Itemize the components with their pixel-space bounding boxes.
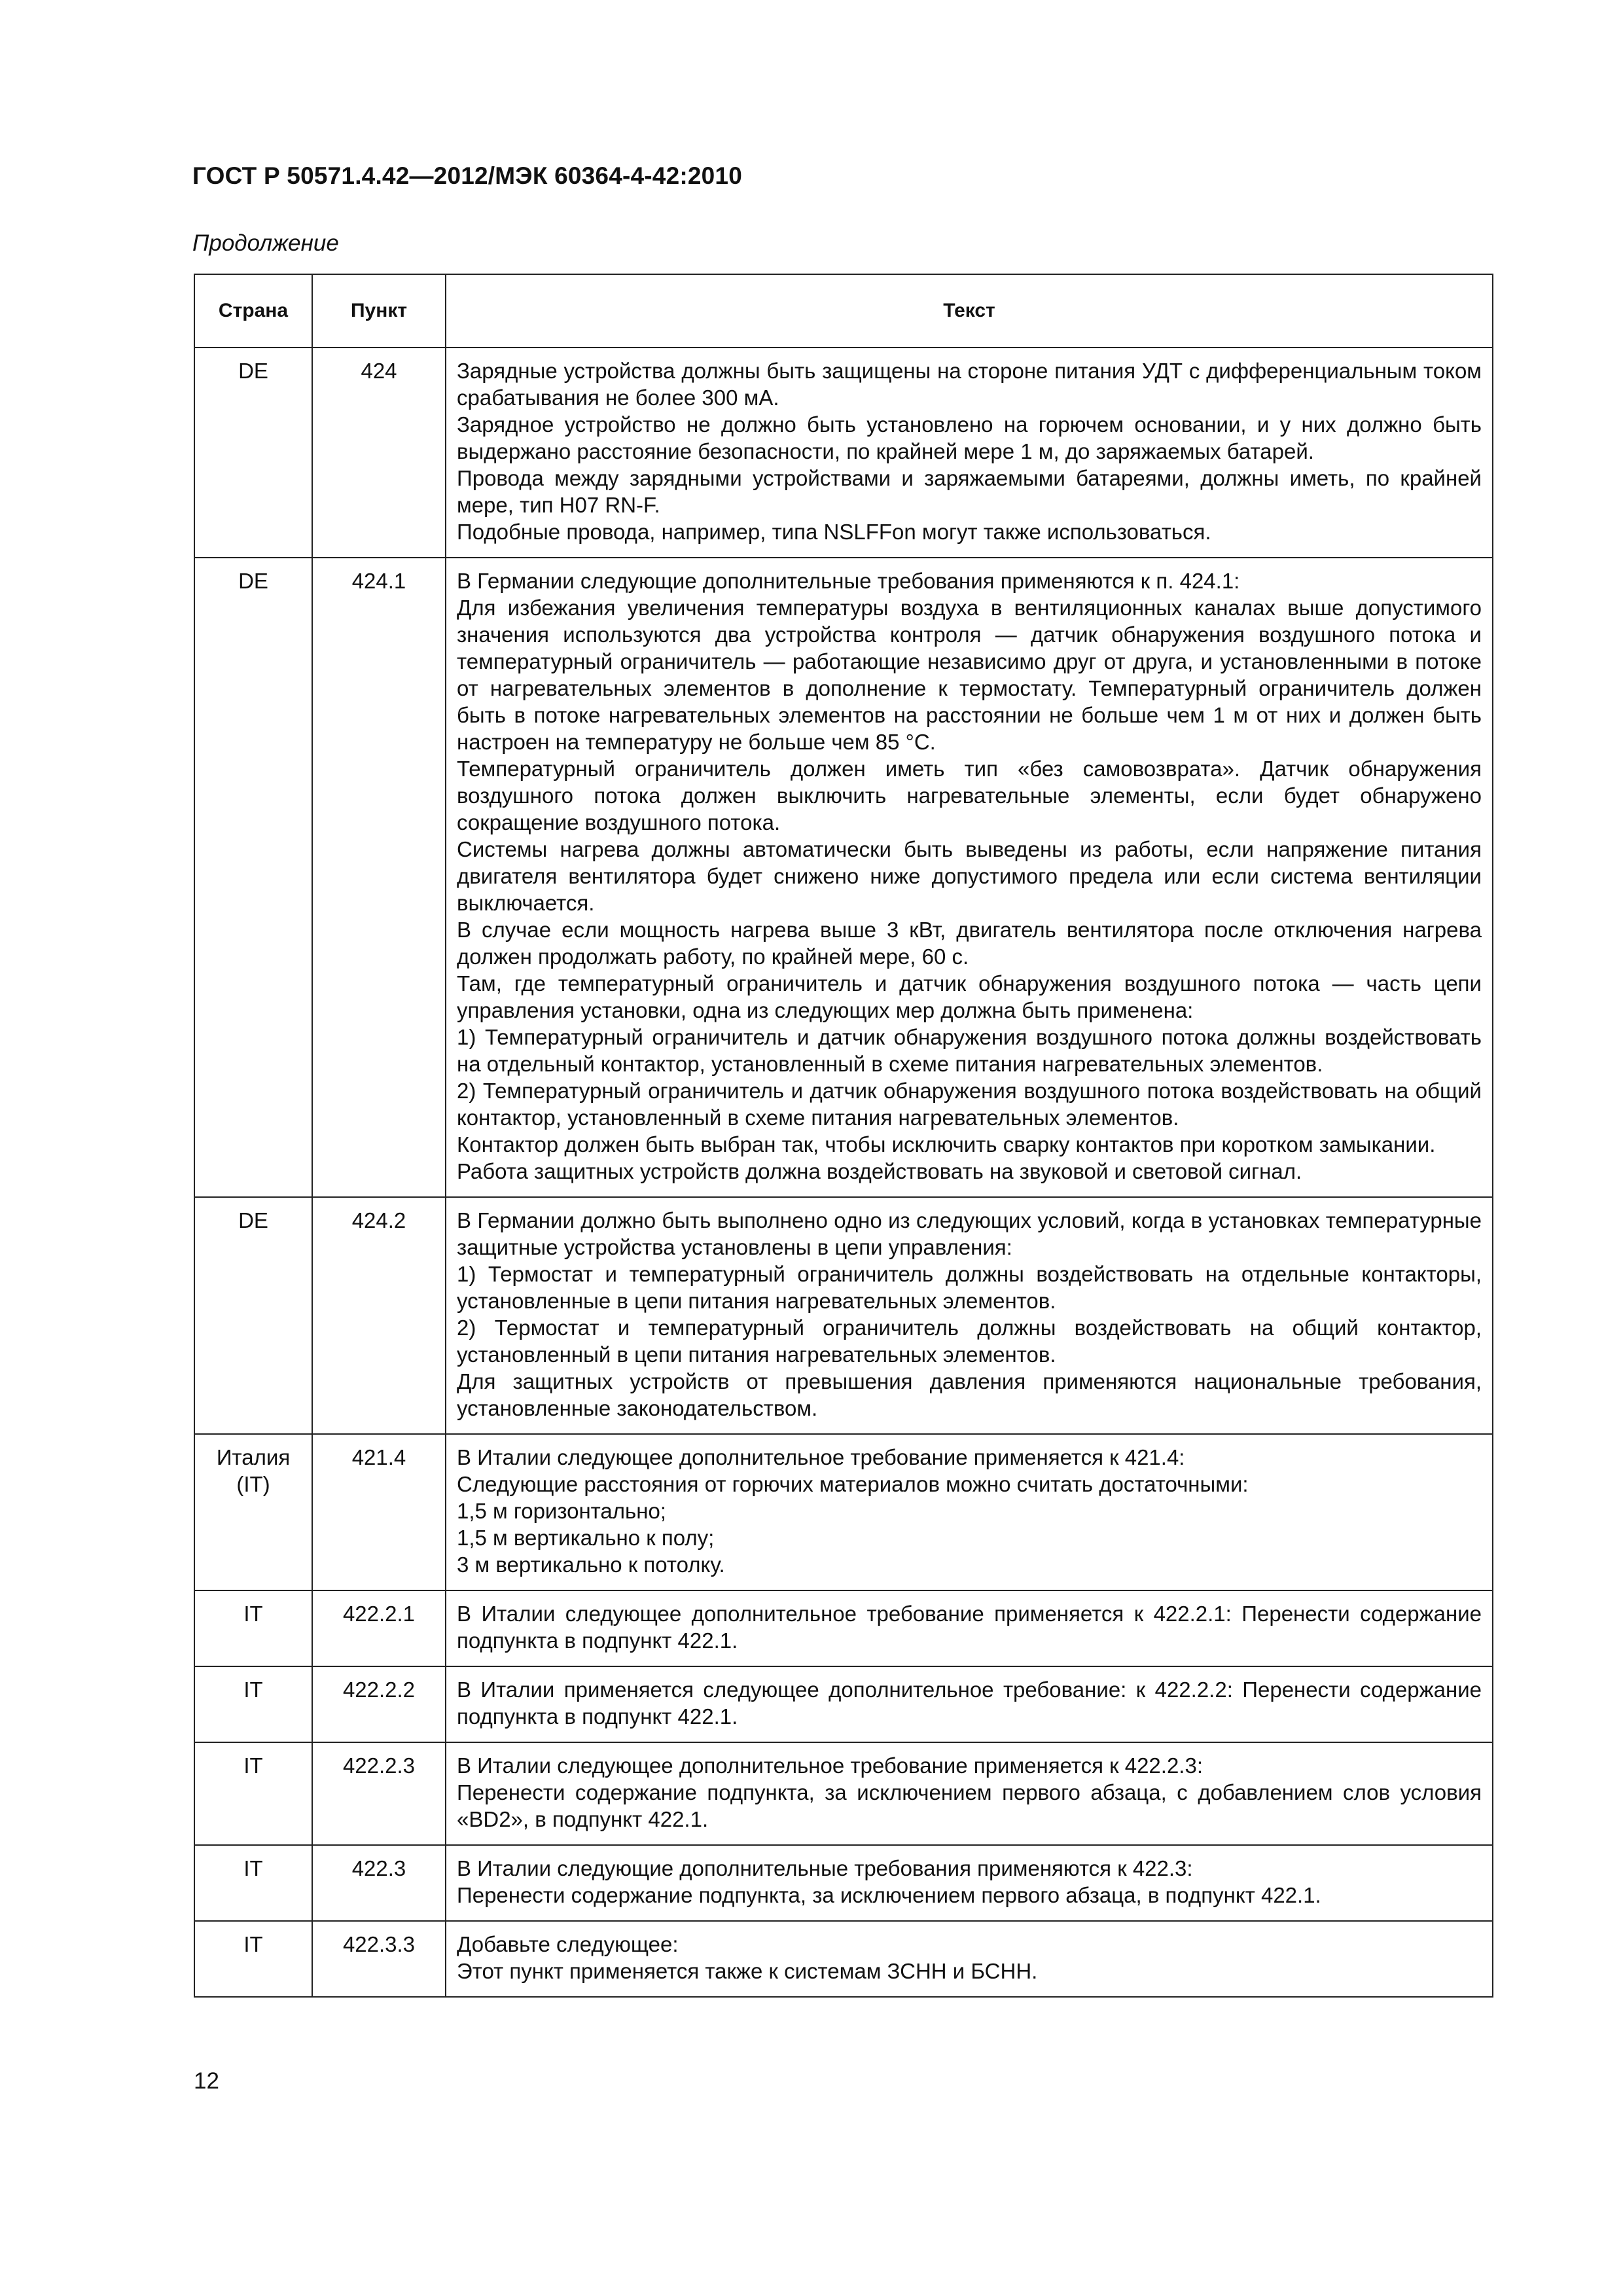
cell-clause: 422.2.3 [312,1742,446,1845]
cell-clause: 422.2.2 [312,1666,446,1742]
cell-text [446,1590,1493,1666]
cell-text [446,348,1493,558]
text-paragraph: В Италии следующее дополнительное требование применяется к 421.4: [457,1445,1185,1469]
cell-text [446,1434,1493,1590]
text-paragraph: Зарядные устройства должны быть защищены на стороне питания УДТ с дифференциальным током срабатывания не более 300 мА. [457,359,1482,410]
text-paragraph: Подобные провода, например, типа NSLFFon могут также использоваться. [457,520,1211,544]
page-number: 12 [194,2068,219,2094]
cell-country: Италия (IT) [194,1434,312,1590]
text-paragraph: Для избежания увеличения температуры воздуха в вентиляционных каналах выше допустимого значения используются два устройства контроля — датчик обнаружения воздушного потока и температурный ограничитель — работающие независимо друг от друга, и установленными в потоке от нагревательных элементов в дополнение к термостату. Температурный ограничитель должен быть в потоке нагревательных элементов на расстоянии не больше чем 1 м от них и должен быть настроен на температуру не больше чем 85 °С. [457,596,1482,754]
table-row [194,1921,1493,1997]
cell-clause: 422.2.1 [312,1590,446,1666]
text-paragraph: Зарядное устройство не должно быть установлено на горючем основании, и у них должно быть выдержано расстояние безопасности, по крайней мере 1 м, до заряжаемых батарей. [457,412,1482,463]
cell-country: DE [194,1197,312,1434]
cell-country: DE [194,558,312,1197]
cell-country: IT [194,1921,312,1997]
text-paragraph: В Италии следующие дополнительные требования применяются к 422.3: [457,1856,1193,1880]
text-paragraph: Перенести содержание подпункта, за исключением первого абзаца, в подпункт 422.1. [457,1883,1321,1907]
table-body [194,348,1493,1997]
cell-country: IT [194,1666,312,1742]
text-paragraph: 3 м вертикально к потолку. [457,1552,725,1577]
text-paragraph: В Италии применяется следующее дополнительное требование: к 422.2.2: Перенести содержание подпункта в подпункт 422.1. [457,1677,1482,1729]
text-paragraph: 2) Термостат и температурный ограничитель должны воздействовать на общий контактор, установленный в цепи питания нагревательных элементов. [457,1316,1482,1367]
cell-country: IT [194,1845,312,1921]
text-paragraph: В Италии следующее дополнительное требование применяется к 422.2.1: Перенести содержание подпункта в подпункт 422.1. [457,1602,1482,1653]
cell-text [446,1921,1493,1997]
cell-country: IT [194,1742,312,1845]
table-row [194,348,1493,558]
cell-country: IT [194,1590,312,1666]
text-paragraph: Перенести содержание подпункта, за исключением первого абзаца, с добавлением слов условия «BD2», в подпункт 422.1. [457,1780,1482,1831]
cell-clause: 424.2 [312,1197,446,1434]
text-paragraph: В Германии следующие дополнительные требования применяются к п. 424.1: [457,569,1240,593]
table-row [194,1590,1493,1666]
text-paragraph: В Германии должно быть выполнено одно из следующих условий, когда в установках температурные защитные устройства установлены в цепи управления: [457,1208,1482,1259]
cell-clause: 424 [312,348,446,558]
text-paragraph: Для защитных устройств от превышения давления применяются национальные требования, установленные законодательством. [457,1369,1482,1420]
cell-clause: 421.4 [312,1434,446,1590]
text-paragraph: В Италии следующее дополнительное требование применяется к 422.2.3: [457,1753,1203,1778]
text-paragraph: Добавьте следующее: [457,1932,679,1956]
table-row [194,1845,1493,1921]
table-row [194,1197,1493,1434]
table-row [194,1742,1493,1845]
text-paragraph: Системы нагрева должны автоматически быть выведены из работы, если напряжение питания двигателя вентилятора будет снижено ниже допустимого предела или если система вентиляции выключается. [457,837,1482,915]
text-paragraph: 1) Термостат и температурный ограничитель должны воздействовать на отдельные контакторы, установленные в цепи питания нагревательных элементов. [457,1262,1482,1313]
text-paragraph: Этот пункт применяется также к системам ЗСНН и БСНН. [457,1959,1038,1983]
text-paragraph: 1,5 м горизонтально; [457,1499,666,1523]
text-paragraph: 1,5 м вертикально к полу; [457,1526,715,1550]
text-paragraph: Контактор должен быть выбран так, чтобы исключить сварку контактов при коротком замыкании. [457,1132,1436,1157]
text-paragraph: Там, где температурный ограничитель и датчик обнаружения воздушного потока — часть цепи управления установки, одна из следующих мер должна быть применена: [457,971,1482,1022]
text-paragraph: Работа защитных устройств должна воздействовать на звуковой и световой сигнал. [457,1159,1302,1183]
cell-text [446,1845,1493,1921]
cell-clause: 422.3 [312,1845,446,1921]
document-title: ГОСТ Р 50571.4.42—2012/МЭК 60364-4-42:2010 [192,162,742,189]
table-header-row [194,274,1493,348]
cell-clause: 422.3.3 [312,1921,446,1997]
cell-text [446,1666,1493,1742]
table-row [194,1666,1493,1742]
cell-text [446,1742,1493,1845]
table-row [194,558,1493,1197]
text-paragraph: 2) Температурный ограничитель и датчик обнаружения воздушного потока воздействовать на общий контактор, установленный в схеме питания нагревательных элементов. [457,1079,1482,1130]
table-row [194,1434,1493,1590]
text-paragraph: Температурный ограничитель должен иметь тип «без самовозврата». Датчик обнаружения воздушного потока должен выключить нагревательные элементы, если будет обнаружено сокращение воздушного потока. [457,757,1482,834]
cell-clause: 424.1 [312,558,446,1197]
column-header-clause: Пункт [312,274,446,348]
cell-text [446,1197,1493,1434]
text-paragraph: 1) Температурный ограничитель и датчик обнаружения воздушного потока должны воздействовать на отдельный контактор, установленный в схеме питания нагревательных элементов. [457,1025,1482,1076]
text-paragraph: Провода между зарядными устройствами и заряжаемыми батареями, должны иметь, по крайней мере, тип H07 RN-F. [457,466,1482,517]
cell-country: DE [194,348,312,558]
cell-text [446,558,1493,1197]
column-header-text: Текст [446,274,1493,348]
text-paragraph: Следующие расстояния от горючих материалов можно считать достаточными: [457,1472,1249,1496]
requirements-table [194,274,1493,1998]
text-paragraph: В случае если мощность нагрева выше 3 кВт, двигатель вентилятора после отключения нагрева должен продолжать работу, по крайней мере, 60 с. [457,918,1482,969]
column-header-country: Страна [194,274,312,348]
continuation-label: Продолжение [192,230,339,256]
